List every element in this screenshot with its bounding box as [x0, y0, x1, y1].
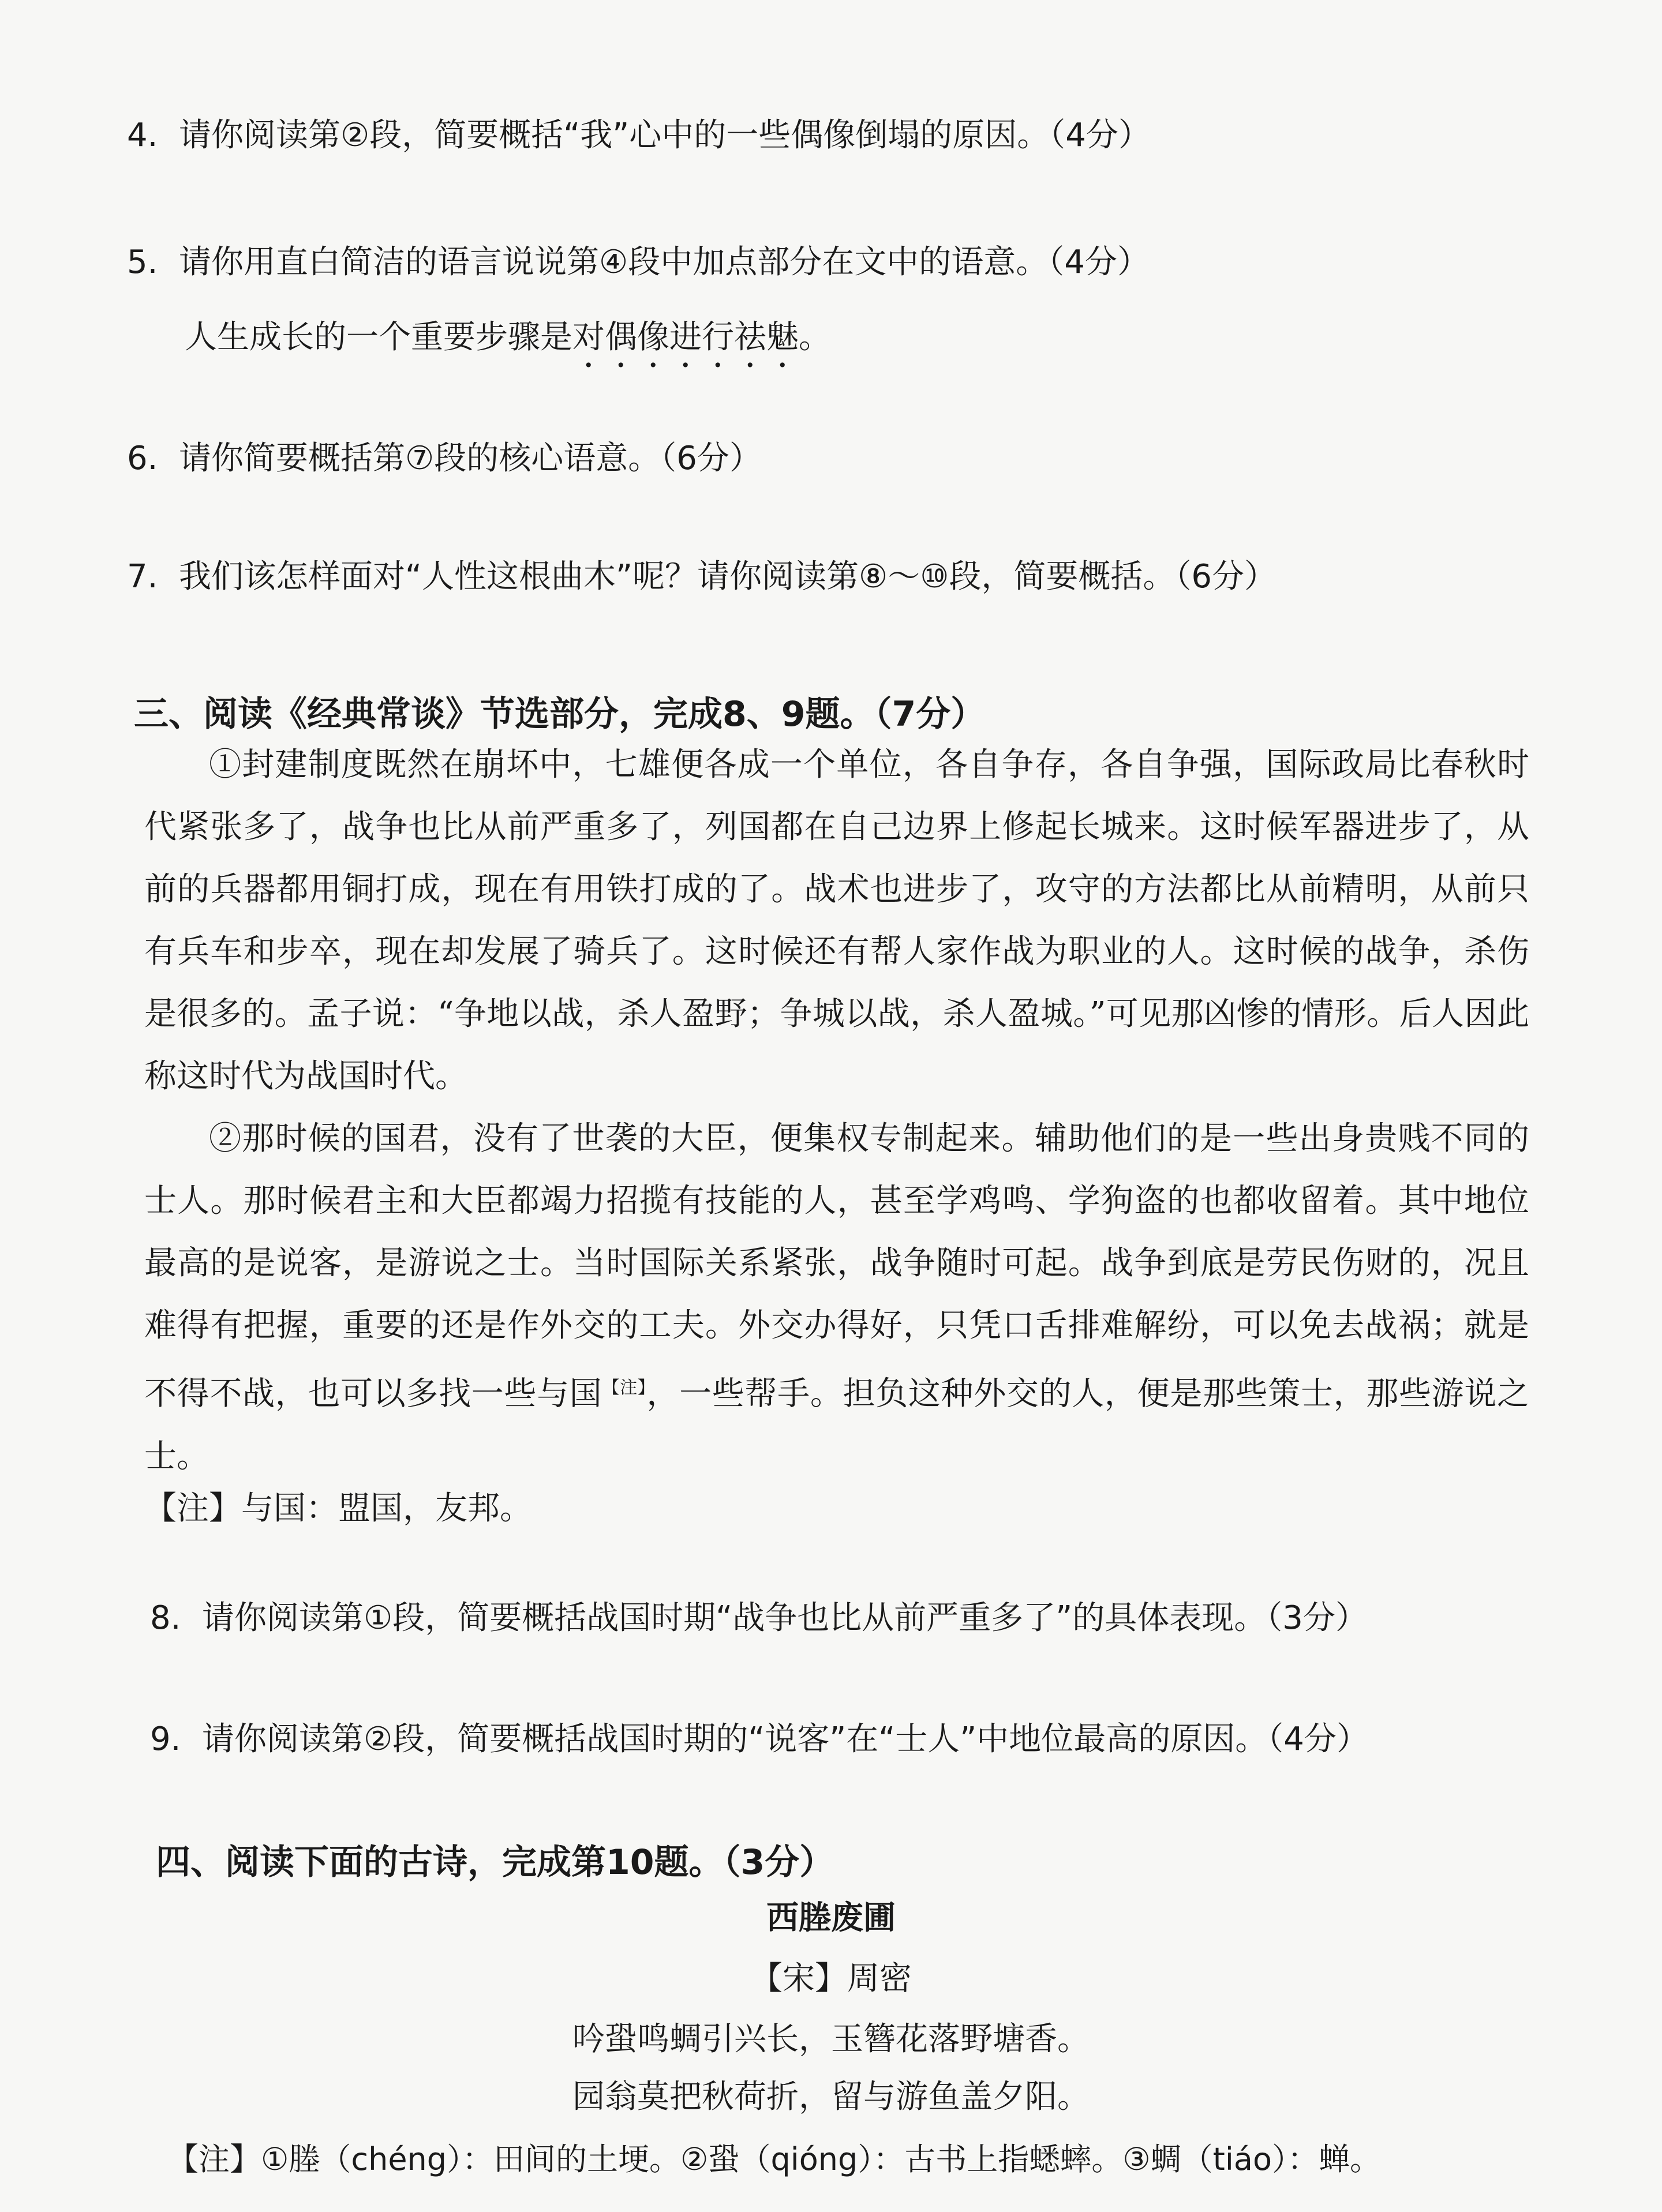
- question-text: 请你阅读第②段，简要概括“我”心中的一些偶像倒塌的原因。（4分）: [179, 117, 1151, 154]
- poem-line: 园翁莫把秋荷折，留与游鱼盖夕阳。: [572, 2078, 1090, 2116]
- question-7: [127, 557, 1547, 597]
- question-number: 9.: [150, 1720, 181, 1758]
- poem-line: 吟蛩鸣蜩引兴长，玉簪花落野塘香。: [572, 2020, 1090, 2058]
- question-text: 请你阅读第①段，简要概括战国时期“战争也比从前严重多了”的具体表现。（3分）: [202, 1599, 1368, 1637]
- section-3-paragraph-2: [144, 1108, 1529, 1488]
- question-text: 请你用直白简洁的语言说说第④段中加点部分在文中的语意。（4分）: [179, 243, 1150, 281]
- question-number: 6.: [127, 440, 158, 477]
- question-number: 4.: [127, 117, 158, 154]
- question-5-quote: [185, 312, 831, 375]
- question-text: 请你阅读第②段，简要概括战国时期的“说客”在“士人”中地位最高的原因。（4分）: [202, 1720, 1369, 1758]
- section-4-heading: 四、阅读下面的古诗，完成第10题。（3分）: [156, 1842, 834, 1883]
- question-text: 请你简要概括第⑦段的核心语意。（6分）: [179, 440, 762, 477]
- question-4: [127, 115, 1547, 156]
- section-3-heading: 三、阅读《经典常谈》节选部分，完成8、9题。（7分）: [134, 694, 986, 734]
- question-8: [150, 1598, 1570, 1639]
- question-6: [127, 438, 1547, 479]
- quote-end: 。: [799, 318, 831, 356]
- question-number: 7.: [127, 558, 158, 595]
- question-text: 我们该怎样面对“人性这根曲木”呢？请你阅读第⑧～⑩段，简要概括。（6分）: [179, 558, 1277, 595]
- question-9: [150, 1719, 1570, 1760]
- section-3-note: 【注】与国：盟国，友邦。: [144, 1490, 532, 1527]
- question-5: [127, 242, 1547, 283]
- poem-author: 【宋】周密: [750, 1960, 912, 1997]
- paragraph-2-text-a: ②那时候的国君，没有了世袭的大臣，便集权专制起来。辅助他们的是一些出身贵贱不同的士人。那时候君主和大臣都竭力招揽有技能的人，甚至学鸡鸣、学狗盗的也都收留着。其中地位最高的是说客，是游说之士。当时国际关系紧张，战争随时可起。战争到底是劳民伤财的，况且难得有把握，重要的还是作外交的工夫。外交办得好，只凭口舌排难解纷，可以免去战祸；就是不得不战，也可以多找一些与国: [144, 1120, 1529, 1413]
- question-number: 8.: [150, 1599, 181, 1637]
- quote-plain: 人生成长的一个重要步骤是: [185, 318, 572, 356]
- question-number: 5.: [127, 243, 158, 281]
- poem-footnote: 【注】①塍（chéng）：田间的土埂。②蛩（qióng）：古书上指蟋蟀。③蜩（tiáo）：蝉。: [167, 2141, 1381, 2177]
- section-3-paragraph-1: ①封建制度既然在崩坏中，七雄便各成一个单位，各自争存，各自争强，国际政局比春秋时代紧张多了，战争也比从前严重多了，列国都在自己边界上修起长城来。这时候军器进步了，从前的兵器都用铜打成，现在有用铁打成的了。战术也进步了，攻守的方法都比从前精明，从前只有兵车和步卒，现在却发展了骑兵了。这时候还有帮人家作战为职业的人。这时候的战争，杀伤是很多的。孟子说：“争地以战，杀人盈野；争城以战，杀人盈城。”可见那凶惨的情形。后人因此称这时代为战国时代。: [144, 746, 1529, 1095]
- footnote-marker: 【注】: [602, 1378, 647, 1398]
- quote-dotted: 对偶像进行祛魅: [572, 318, 799, 356]
- poem-title: 西塍废圃: [766, 1899, 896, 1937]
- paragraph-2-text-b: ，一些帮手。担负这种外交的人，便是那些策士，那些游说之士。: [144, 1375, 1530, 1475]
